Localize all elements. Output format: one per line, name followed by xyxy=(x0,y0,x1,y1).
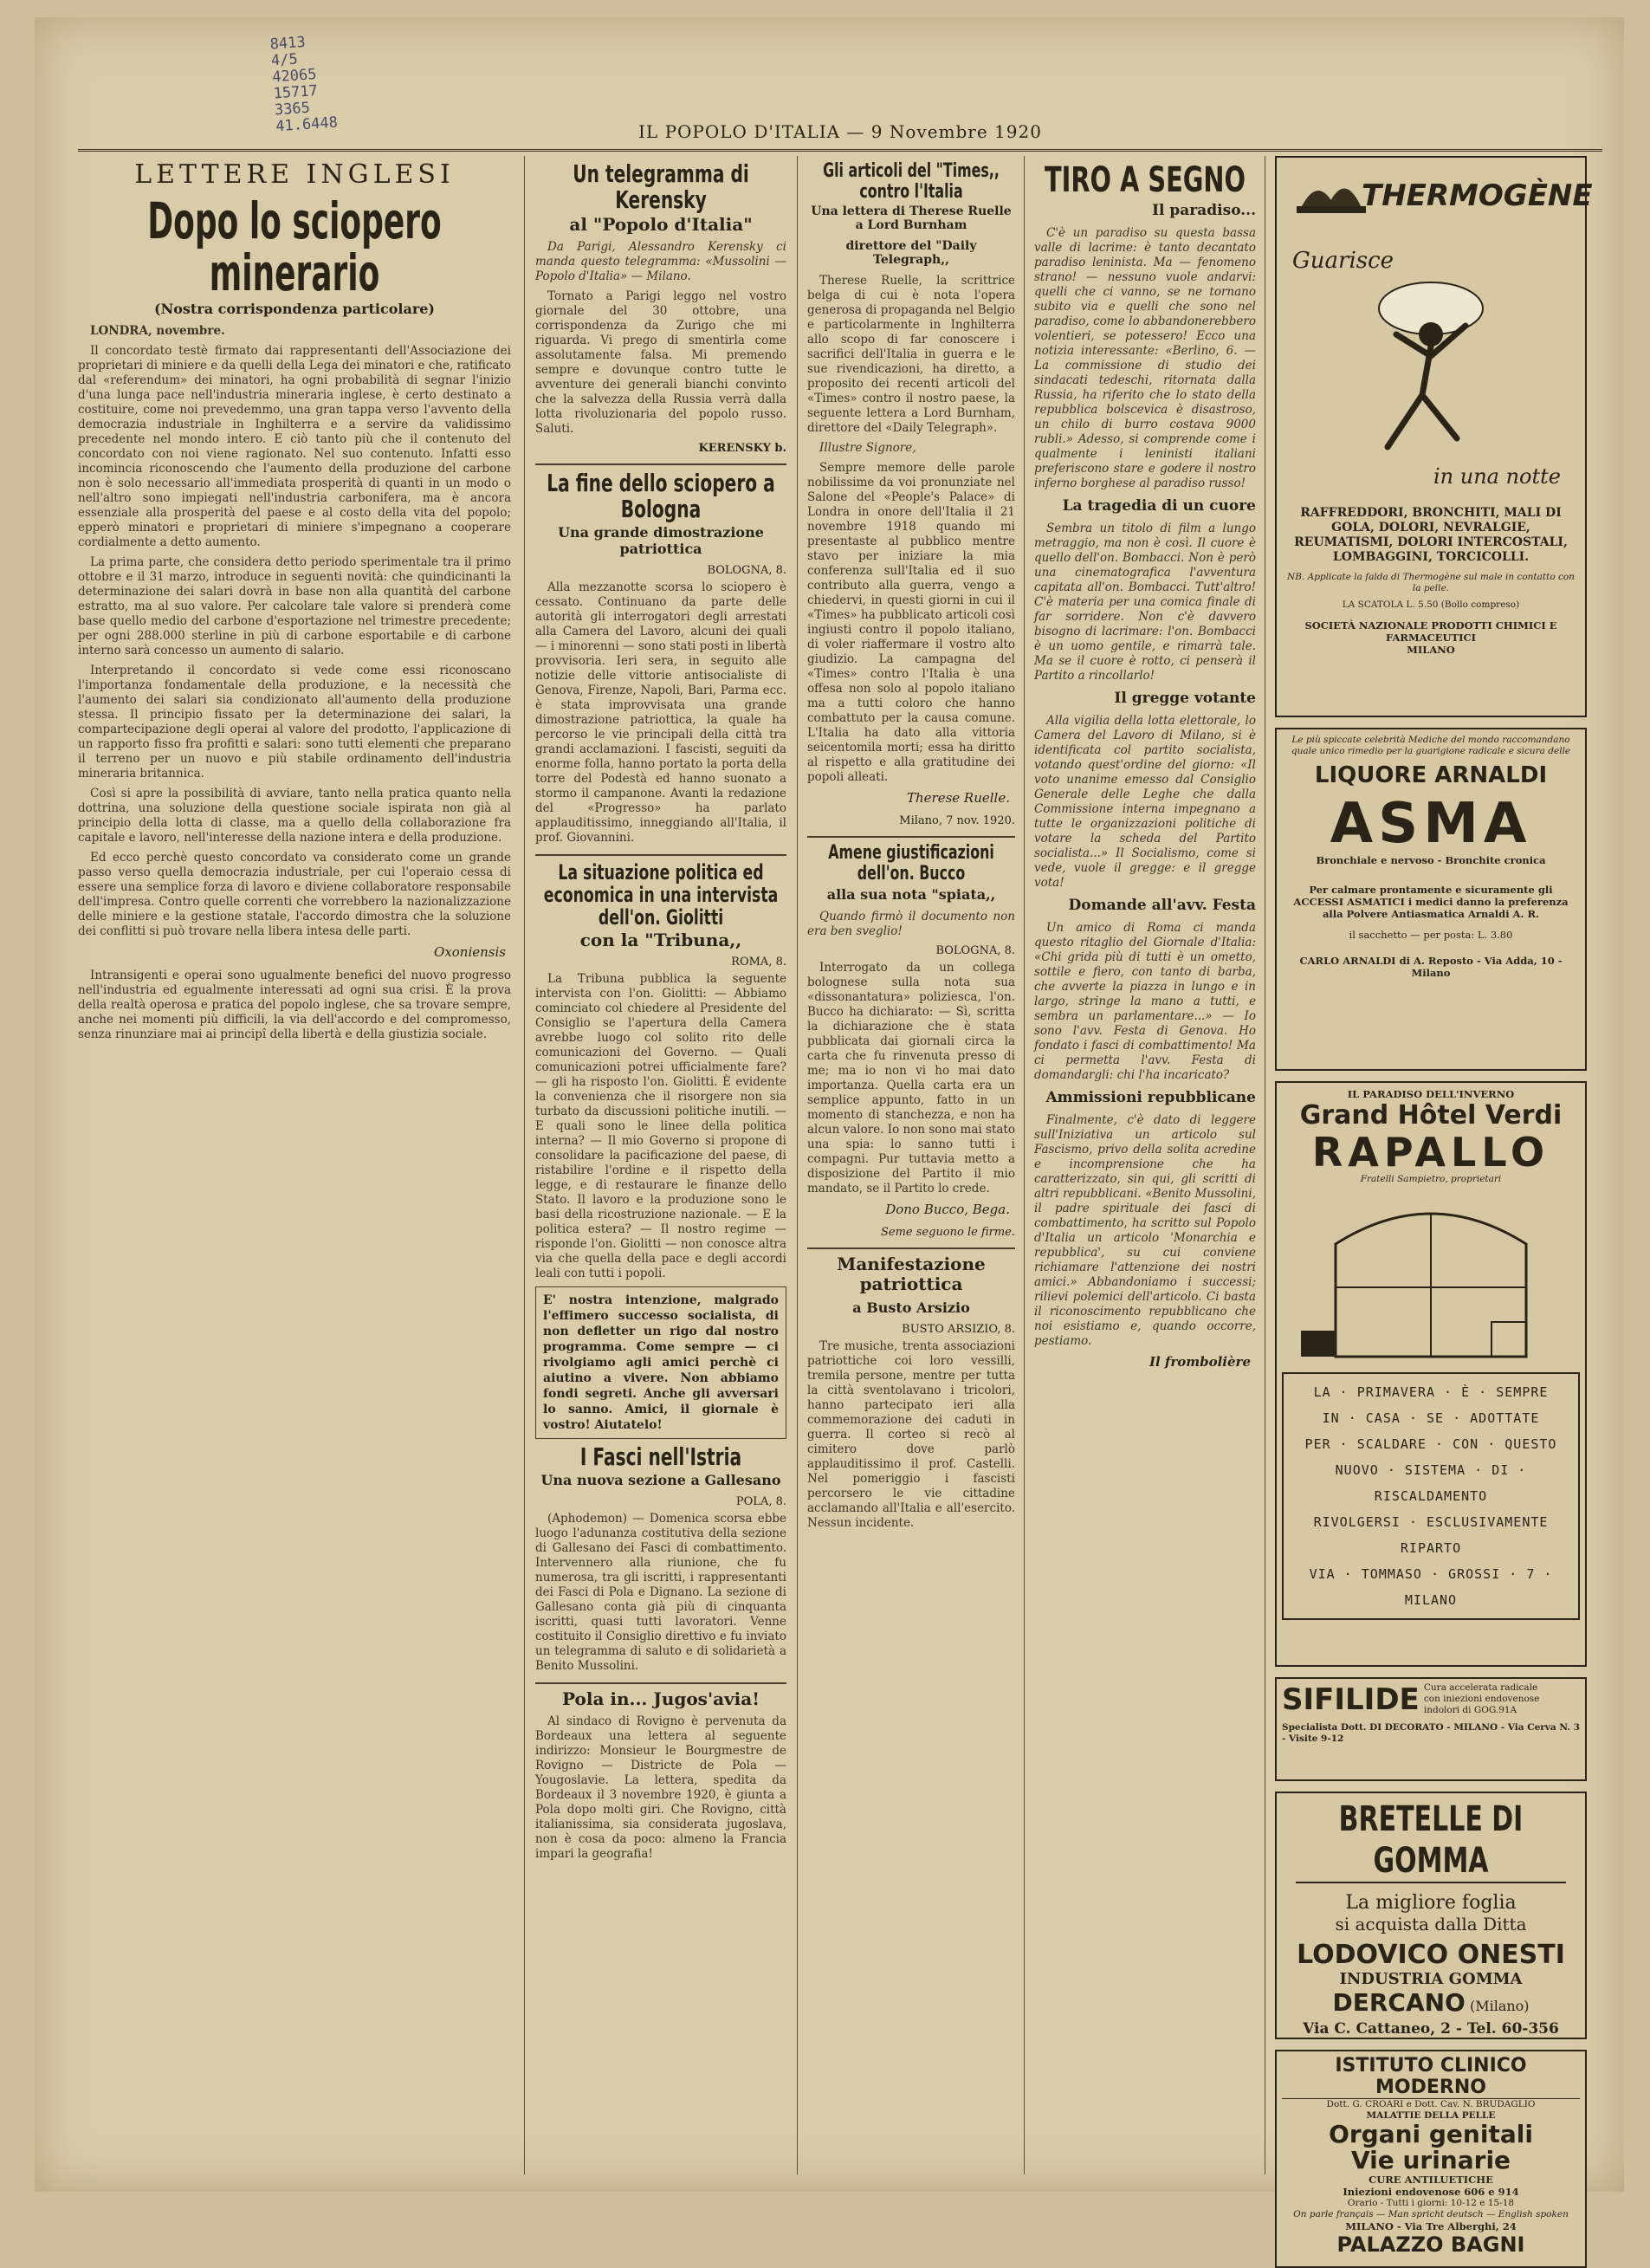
article-body xyxy=(807,910,1015,939)
paragraph: Finalmente, c'è dato di leggere sull'Iniziativa un articolo sul Fascismo, privo della solita acredine e incomprensione che ha caratterizzato, sin qui, gli scritti di altri repubblicani. «Benito Mussolini, il padre spirituale dei fasci di combattimento, ha scritto sul Popolo d'Italia un articolo 'Monarchia e repubblica', su cui conviene richiamare l'attenzione dei nostri amici.» Abbandoniamo i successi; rilievi polemici dell'articolo. Ci basta il riconoscimento repubblicano che noi esistiamo e, quando occorre, pestiamo. xyxy=(1034,1113,1256,1348)
masthead xyxy=(78,114,1602,152)
pencil-note: 4/5 xyxy=(270,50,299,70)
subheadline: direttore del "Daily Telegraph,, xyxy=(845,239,977,267)
paragraph: La Tribuna pubblica la seguente intervista con l'on. Giolitti: — Abbiamo cominciato col chiedere al Presidente del Consiglio se l'apertura della Camera avrebbe luogo col solito rito delle comunicazioni del Governo. — Quali comunicazioni potrei ufficialmente fare? — gli ha risposto l'on. Giolitti. È evidente la convenienza che il risorgere non sia turbato da discussioni politiche inutili. — E quali sono le linee della politica interna? — Il mio Governo si propone di consolidare la pacificazione del paese, di ristabilire l'ordine e il rispetto della legge, e di restaurare le finanze dello Stato. Il lavoro e la produzione sono le basi della ricostruzione nazionale. — E la politica estera? — Il nostro regime — risponde l'on. Giolitti — non conosce altra via che quella della pace e degli accordi leali con tutti i popoli. xyxy=(535,972,786,1280)
divider xyxy=(535,1682,786,1684)
section-head: La tragedia di un cuore xyxy=(1062,497,1256,515)
article-body xyxy=(535,1512,786,1674)
paragraph: Ed ecco perchè questo concordato va considerato come un grande passo verso quella democrazia industriale, per cui l'operaio cessa di essere una semplice forza di lavoro e diviene collaboratore responsabile dell'impresa. Contro quelle correnti che vorrebbero la nazionalizzazione delle miniere e la gestione statale, l'accordo dimostra che la soluzione dei conflitti si può trovare nella libera intesa delle parti. xyxy=(78,851,511,938)
paragraph: Al sindaco di Rovigno è pervenuta da Bordeaux una lettera al seguente indirizzo: Monsieur le Bourgmestre de Rovigno — Districte de Pola — Yougoslavie. La lettera, spedita da Bordeaux il 3 novembre 1920, è giunta a Pola dopo molti giri. Che Rovigno, città italianissima, sia considerata jugoslava, non è cosa da poco: almeno la Francia impari la geografia! xyxy=(535,1714,786,1861)
masthead-title: IL POPOLO D'ITALIA — 9 Novembre 1920 xyxy=(638,121,1042,142)
signature: Il frombolière xyxy=(1149,1354,1251,1370)
article-body xyxy=(1034,1113,1256,1349)
heating-line: NUOVO · SISTEMA · DI · RISCALDAMENTO xyxy=(1335,1462,1527,1504)
paragraph: Interrogato da un collega bolognese sulla nota sua «dissonantatura» poliziesca, l'on. Bucco ha dichiarato: — Sì, scritta la dichiarazione che è stata pubblicata dai giornali circa la carta che fu rinvenuta presso di me; ma io non vi ho mai dato importanza. Quella carta era un semplice appunto, fatto in un momento di stanchezza, e non ha alcun valore. Io non sono mai stato una spia: lo sanno tutti i compagni. Pur tuttavia metto a disposizione del Partito il mio mandato, se il Partito lo crede. xyxy=(807,961,1015,1196)
company-address: Via C. Cattaneo, 2 - Tel. 60-356 xyxy=(1303,2020,1559,2038)
article-body xyxy=(78,324,511,939)
subheadline: con la "Tribuna,, xyxy=(579,930,742,950)
main-subtitle: (Nostra corrispondenza particolare) xyxy=(154,301,435,317)
subheadline: al "Popolo d'Italia" xyxy=(569,214,753,235)
signature: Therese Ruelle. xyxy=(906,790,1010,806)
paragraph: Il concordato testè firmato dai rappresentanti dell'Associazione dei proprietari di miniere e da quelli della Lega dei minatori e che, ratificato dal «referendum» dei minatori, ha ogni probabilità di segnar l'inizio d'una lunga pace nell'industria mineraria inglese, è certo destinato a costituire, come noi prevedemmo, una gran tappa verso l'avvento della democrazia industriale in Inghilterra e a servire da validissimo precedente nel mondo intero. E ciò tanto più che il contenuto del concordato con noi viene ragionato. Nel suo contenuto. Infatti esso incomincia riconoscendo che l'aumento della produzione del carbone non è solo necessario all'immediata prosperità di quanti in un modo o nell'altro sono impiegati nell'industria carbonifera, ma è ancora essenziale alla prosperità del paese e al costo della vita del popolo; epperò minatori e proprietari di miniere s'impegnano a cooperare cordialmente a detto aumento. xyxy=(78,344,511,549)
section-kicker: LETTERE INGLESI xyxy=(134,159,455,190)
paragraph: Così si apre la possibilità di avviare, tanto nella pratica quanto nella dottrina, una soluzione della questione sociale ispirata non già al principio della lotta di classe, ma a quello della collaborazione fra capitale e lavoro, nell'interesse della nazione intera e della produzione. xyxy=(78,787,511,845)
ad-top: IL PARADISO DELL'INVERNO xyxy=(1347,1088,1515,1100)
paragraph: Tornato a Parigi leggo nel vostro giornale del 30 ottobre, una corrispondenza da Zurigo che mi riguarda. Vi prego di smentirla come assolutamente falsa. Mi premendo sempre e dovunque contro tutte le avventure dei generali bianchi convinto che la salvezza della Russia verrà dalla lotta rivoluzionaria del popolo russo. Saluti. xyxy=(535,289,786,436)
dateline: Milano, 7 nov. 1920. xyxy=(899,814,1015,827)
ad-city: MILANO xyxy=(1407,644,1455,656)
dateline: LONDRA, novembre. xyxy=(90,324,225,338)
main-headline: Dopo lo sciopero minerario xyxy=(147,191,442,302)
heating-line: PER · SCALDARE · CON · QUESTO xyxy=(1304,1436,1557,1452)
ad-bretelle xyxy=(1275,1792,1587,2039)
paragraph: Quando firmò il documento non era ben sveglio! xyxy=(807,910,1015,938)
company-city-note: (Milano) xyxy=(1469,1998,1530,2014)
hotel-city: RAPALLO xyxy=(1311,1129,1550,1176)
headline-giolitti: La situazione politica ed economica in una intervista dell'on. Giolitti xyxy=(543,860,779,930)
brand-thermogene: THERMOGÈNE xyxy=(1362,178,1593,213)
ad-sub: si acquista dalla Ditta xyxy=(1335,1914,1527,1934)
company-industry: INDUSTRIA GOMMA xyxy=(1339,1970,1523,1988)
ad-istituto-clinico xyxy=(1275,2050,1587,2268)
dancing-figure-illustration xyxy=(1301,274,1561,464)
headline-pola: Pola in... Jugos'avia! xyxy=(562,1688,760,1709)
ad-price: il sacchetto — per posta: L. 3.80 xyxy=(1349,929,1513,941)
headline-bucco: Amene giustificazioni dell'on. Bucco xyxy=(828,842,994,885)
subheadline: alla sua nota "spiata,, xyxy=(826,886,996,903)
article-body xyxy=(535,972,786,1281)
paragraph: Therese Ruelle, la scrittrice belga di cui è nota l'opera generosa di propaganda nel Belgio e particolarmente in Inghilterra allo scopo di far conoscere i sacrifici dell'Italia in guerra e le sue rivendicazioni, ha diretto, a proposito dei recenti articoli del «Times» contro il nostro paese, la seguente lettera a Lord Burnham, direttore del «Daily Telegraph». xyxy=(807,274,1015,435)
column-two xyxy=(535,156,786,2174)
section-head: Domande all'avv. Festa xyxy=(1068,897,1256,914)
headline-times: Gli articoli del "Times,, contro l'Italia xyxy=(823,160,1000,203)
article-body xyxy=(535,240,786,437)
ad-sub: La migliore foglia xyxy=(1345,1892,1517,1914)
article-body xyxy=(1034,522,1256,684)
clinic-name: ISTITUTO CLINICO MODERNO xyxy=(1282,2055,1580,2099)
ad-subtitle: Bronchiale e nervoso - Bronchite cronica xyxy=(1316,854,1546,866)
subheadline: Una nuova sezione a Gallesano xyxy=(540,1472,781,1488)
section-head: Ammissioni repubblicane xyxy=(1045,1089,1256,1106)
signature: Dono Bucco, Bega. xyxy=(885,1202,1010,1217)
article-body xyxy=(807,1339,1015,1531)
column-advertisements xyxy=(1275,156,1593,2257)
headline-bologna: La fine dello sciopero a Bologna xyxy=(547,469,775,523)
article-body xyxy=(1034,714,1256,891)
divider xyxy=(535,463,786,465)
paragraph: Alla mezzanotte scorsa lo sciopero è cessato. Continuano da parte delle autorità gli interrogatori degli arrestati alla Camera del Lavoro, alcuni dei quali — i minorenni — sono stati posti in libertà provvisoria. Ieri sera, in seguito alle notizie delle vittorie antisocialiste di Genova, Firenze, Napoli, Bari, Parma ecc. è stata improvvisata una grande dimostrazione patriottica, la quale ha percorso le vie principali della città tra grandi acclamazioni. I fascisti, seguiti da enorme folla, hanno portato la porta della torre del Podestà ed hanno suonato a stormo il campanone. Avanti la redazione del «Progresso» ha parlato applauditissimo, inneggiando all'Italia, il prof. Giovannini. xyxy=(535,580,786,845)
section-head: Il paradiso... xyxy=(1152,202,1256,219)
ad-tagline: Guarisce xyxy=(1292,248,1394,274)
article-body xyxy=(535,1714,786,1862)
pencil-note: 41.6448 xyxy=(275,113,339,136)
heating-line: IN · CASA · SE · ADOTTATE xyxy=(1322,1410,1540,1426)
signature-note: Seme seguono le firme. xyxy=(881,1226,1015,1239)
heating-line: LA · PRIMAVERA · È · SEMPRE xyxy=(1313,1384,1549,1400)
column-rule xyxy=(524,156,525,2174)
brand-arnaldi: LIQUORE ARNALDI xyxy=(1314,762,1548,788)
clinic-specialty-big: Organi genitali xyxy=(1329,2120,1533,2148)
paragraph: Sembra un titolo di film a lungo metraggio, ma non è così. Il cuore è quello dell'on. Bombacci. Non è però una cinematografica l'avventura capitata all'on. Bombacci. Tutt'altro! C'è materia per una comica finale di far sorridere. Non c'è davvero bisogno di lacrimare: l'on. Bombacci è un uomo gentile, e rimarrà tale. Ma se il cuore è rotto, ci penserà il Partito a rincollarlo! xyxy=(1034,522,1256,683)
salutation: Illustre Signore, xyxy=(819,441,916,455)
ad-hotel-verdi xyxy=(1275,1081,1587,1667)
pencil-note: 42065 xyxy=(271,65,318,87)
clinic-cures: CURE ANTILUETICHE xyxy=(1369,2174,1493,2186)
headline-fasci-istria: I Fasci nell'Istria xyxy=(579,1442,742,1471)
heating-ad-box xyxy=(1282,1372,1580,1620)
dateline: BOLOGNA, 8. xyxy=(935,944,1015,957)
clinic-languages: On parle français — Man spricht deutsch — English spoken xyxy=(1293,2209,1569,2219)
subheadline: a Busto Arsizio xyxy=(852,1299,970,1316)
article-body xyxy=(1034,921,1256,1083)
hotel-owner: Fratelli Sampietro, proprietari xyxy=(1360,1174,1502,1184)
ad-tagline: in una notte xyxy=(1433,464,1561,489)
subheadline: Una lettera di Therese Ruelle a Lord Burnham xyxy=(811,204,1012,232)
ad-sifilide xyxy=(1275,1677,1587,1781)
article-body xyxy=(807,274,1015,785)
article-body xyxy=(78,969,511,1042)
ad-thermogene xyxy=(1275,156,1593,717)
subheadline: Una grande dimostrazione patriottica xyxy=(558,524,764,557)
headline-tiro-a-segno: TIRO A SEGNO xyxy=(1044,160,1246,200)
article-body xyxy=(807,961,1015,1196)
dateline: POLA, 8. xyxy=(735,1495,786,1508)
signature: KERENSKY b. xyxy=(698,442,786,455)
clinic-specialty-big: Vie urinarie xyxy=(1350,2146,1511,2174)
paragraph: C'è un paradiso su questa bassa valle di lacrime: è tanto decantato paradiso leninista. Ma — fenomeno strano! — nessuno vuole andarvi: quelli che ci vanno, se ne tornano subito via e quelli che sono nel paradiso, come lo abbandonerebbero volentieri, se potessero! Ecco una notizia interessante: «Berlino, 6. — La commissione di studio dei sindacati tedeschi, ritornata dalla Russia, ha riferito che lo stato della repubblica bolscevica è disastroso, un chilo di burro costava 9000 rubli.» Adesso, si comprende come i qualmente i leninisti italiani preferiscono stare e godere il nostro inferno borghese al paradiso russo! xyxy=(1034,226,1256,490)
clinic-palazzo: PALAZZO BAGNI xyxy=(1336,2232,1525,2257)
ad-ailments: RAFFREDDORI, BRONCHITI, MALI DI GOLA, DOLORI, NEVRALGIE, REUMATISMI, DOLORI INTERCOSTALI, LOMBAGGINI, TORCICOLLI. xyxy=(1294,506,1568,564)
brand-bretelle: BRETELLE DI GOMMA xyxy=(1296,1798,1566,1883)
heating-line: RIVOLGERSI · ESCLUSIVAMENTE xyxy=(1313,1514,1549,1530)
company-city: DERCANO xyxy=(1332,1988,1466,2017)
column-rule xyxy=(1024,156,1025,2174)
interior-window-illustration xyxy=(1284,1192,1578,1365)
paragraph: Un amico di Roma ci manda questo ritaglio del Giornale d'Italia: «Chi grida più di tutti è un ometto, sottile e fiero, con tanto di barba, che avverte la piazza in lungo e in largo, stringe la mano a tutti, e sembra un parlamentare...» — Io sono l'avv. Festa di Genova. Ho fondato i fasci di combattimento! Ma ci permetta l'avv. Festa di domandargli: chi l'ha incaricato? xyxy=(1034,921,1256,1082)
signature: Oxoniensis xyxy=(434,944,506,960)
clinic-injections: Iniezioni endovenose 606 e 914 xyxy=(1343,2186,1519,2198)
ad-asma: ASMA xyxy=(1330,792,1532,856)
heating-line: RIPARTO xyxy=(1400,1540,1462,1556)
pencil-note: 3365 xyxy=(274,99,311,120)
paragraph: Da Parigi, Alessandro Kerensky ci manda questo telegramma: «Mussolini — Popolo d'Italia» — Milano. xyxy=(535,240,786,283)
headline-kerensky: Un telegramma di Kerensky xyxy=(573,159,749,214)
headline-busto: Manifestazione patriottica xyxy=(837,1254,986,1294)
article-body xyxy=(1034,226,1256,491)
column-lettere-inglesi xyxy=(78,156,511,2174)
newspaper-page xyxy=(35,17,1624,2257)
brand-sifilide: SIFILIDE xyxy=(1282,1682,1420,1717)
appeal-notice: E' nostra intenzione, malgrado l'effimero successo socialista, di non defletter un rigo dal nostro programma. Come sempre — ci rivolgiamo agli amici perchè ci aiutino a vivere. Non abbiamo fondi segreti. Anche gli avversari lo sanno. Amici, il giornale è vostro! Aiutatelo! xyxy=(535,1286,786,1439)
clinic-hours: Orario - Tutti i giorni: 10-12 e 15-18 xyxy=(1347,2198,1515,2208)
paragraph: Alla vigilia della lotta elettorale, lo Camera del Lavoro di Milano, si è identificata col partito socialista, votando quest'ordine del giorno: «Il voto unanime emesso dal Consiglio Generale delle Leghe che dalla Commissione interna impegnano a tutte le organizzazioni politiche di votare la scheda del Partito socialista...» Il Socialismo, come si vede, vuole il gregge: e il gregge vota! xyxy=(1034,714,1256,890)
dateline: ROMA, 8. xyxy=(731,956,786,969)
pencil-note: 15717 xyxy=(273,81,319,103)
column-rule xyxy=(797,156,798,2174)
paragraph: Tre musiche, trenta associazioni patriottiche coi loro vessilli, tremila persone, mentre per tutta la città sventolavano i tricolori, hanno partecipato ieri alla commemorazione dei caduti in guerra. Il corteo si recò al cimitero dove parlò applauditissimo il prof. Castelli. Nel pomeriggio i fascisti percorsero le vie cittadine acclamando all'Italia e all'esercito. Nessun incidente. xyxy=(807,1339,1015,1530)
ad-arnaldi xyxy=(1275,728,1587,1071)
hotel-name: Grand Hôtel Verdi xyxy=(1299,1100,1563,1131)
company-name: LODOVICO ONESTI xyxy=(1297,1940,1565,1970)
ad-text: Cura accelerata radicale con iniezioni endovenose indolori di GOG.91A xyxy=(1423,1682,1540,1715)
clinic-address: MILANO - Via Tre Alberghi, 24 xyxy=(1345,2220,1517,2232)
ad-price: LA SCATOLA L. 5.50 (Bollo compreso) xyxy=(1342,599,1520,610)
paragraph: Sempre memore delle parole nobilissime da voi pronunziate nel Salone del «People's Palace» di Londra in onore dell'Italia il 21 novembre 1918 quando mi presentaste al pubblico mentre stavo per iniziare la mia conferenza sull'Italia ed il suo contributo alla guerra, vengo a chiedervi, in questi giorni in cui il «Times» ha pubblicato articoli così ingiusti contro il popolo italiano, di voler riaffermare il vostro alto giudizio. La campagna del «Times» contro l'Italia è una offesa non solo al popolo italiano ma a tutti coloro che hanno combattuto per la causa comune. L'Italia ha dato alla vittoria seicentomila morti; essa ha diritto al rispetto e alla gratitudine dei popoli alleati. xyxy=(807,461,1015,784)
ad-address: Specialista Dott. DI DECORATO - MILANO - Via Cerva N. 3 - Visite 9-12 xyxy=(1282,1722,1580,1744)
clinic-doctors: Dott. G. CROARI e Dott. Cav. N. BRUDAGLIO xyxy=(1326,2099,1536,2109)
ad-text: Per calmare prontamente e sicuramente gli ACCESSI ASMATICI i medici danno la preferenza alla Polvere Antiasmatica Arnaldi A. R. xyxy=(1293,884,1569,920)
column-three xyxy=(807,156,1015,2174)
dateline: BUSTO ARSIZIO, 8. xyxy=(902,1323,1015,1336)
section-head: Il gregge votante xyxy=(1114,690,1256,707)
divider xyxy=(807,1247,1015,1249)
ad-company: SOCIETÀ NAZIONALE PRODOTTI CHIMICI E FARMACEUTICI xyxy=(1304,619,1557,644)
column-tiro-a-segno xyxy=(1034,156,1256,2174)
divider xyxy=(535,854,786,856)
paragraph: Intransigenti e operai sono ugualmente benefici del nuovo progresso nell'industria ed egualmente interessati ad ogni sua crisi. È la prova della realtà operosa e pratica del popolo inglese, che sa trovare sempre, anche nei momenti più difficili, la via dell'accordo e del compromesso, senza rinunziare mai ai principî della libertà e della giustizia sociale. xyxy=(78,969,511,1041)
pencil-note: 8413 xyxy=(269,33,307,54)
article-body xyxy=(535,580,786,846)
clinic-specialty: MALATTIE DELLA PELLE xyxy=(1366,2110,1496,2121)
paragraph: (Aphodemon) — Domenica scorsa ebbe luogo l'adunanza costitutiva della sezione di Gallesano dei Fasci di combattimento. Intervennero alla riunione, che fu numerosa, tra gli iscritti, i rappresentanti dei Fasci di Pola e Dignano. La sezione di Gallesano conta già più di cinquanta iscritti, quasi tutti lavoratori. Venne costituito il Consiglio direttivo e fu inviato un telegramma di saluto e di solidarietà a Benito Mussolini. xyxy=(535,1512,786,1673)
dateline: BOLOGNA, 8. xyxy=(707,564,786,577)
divider xyxy=(807,836,1015,838)
paragraph: La prima parte, che considera detto periodo sperimentale tra il primo ottobre e il 31 marzo, introduce in seguenti novità: che quindicinanti la determinazione dei salari dovrà in base non alla quantità del carbone estratto, ma al suo valore. Per calcolare tale valore si prenderà come base quello medio del carbone d'esportazione nel trimestre precedente; per ogni 288.000 sterline in più di carbone esportabile e di carbone interno sarà concesso un aumento di salario. xyxy=(78,555,511,658)
ad-intro: Le più spiccate celebrità Mediche del mondo raccomandano quale unico rimedio per la guarigione radicale e sicura delle xyxy=(1291,735,1571,756)
paragraph: Interpretando il concordato si vede come essi riconoscano l'importanza fondamentale della produzione, e la necessità che l'aumento dei salari sia condizionato all'aumento della produzione stessa. Il principio fissato per la determinazione dei salari, la compartecipazione degli operai al valore del prodotto, l'applicazione di un rapporto fisso fra profitti e salari: sono tutti elementi che preparano il terreno per un nuovo e più stabile ordinamento dell'industria mineraria britannica. xyxy=(78,664,511,781)
heating-line: VIA · TOMMASO · GROSSI · 7 · MILANO xyxy=(1309,1566,1553,1608)
ad-maker: CARLO ARNALDI di A. Reposto - Via Adda, 10 - Milano xyxy=(1299,955,1563,979)
ad-note: NB. Applicate la falda di Thermogène sul male in contatto con la pelle. xyxy=(1287,572,1575,593)
